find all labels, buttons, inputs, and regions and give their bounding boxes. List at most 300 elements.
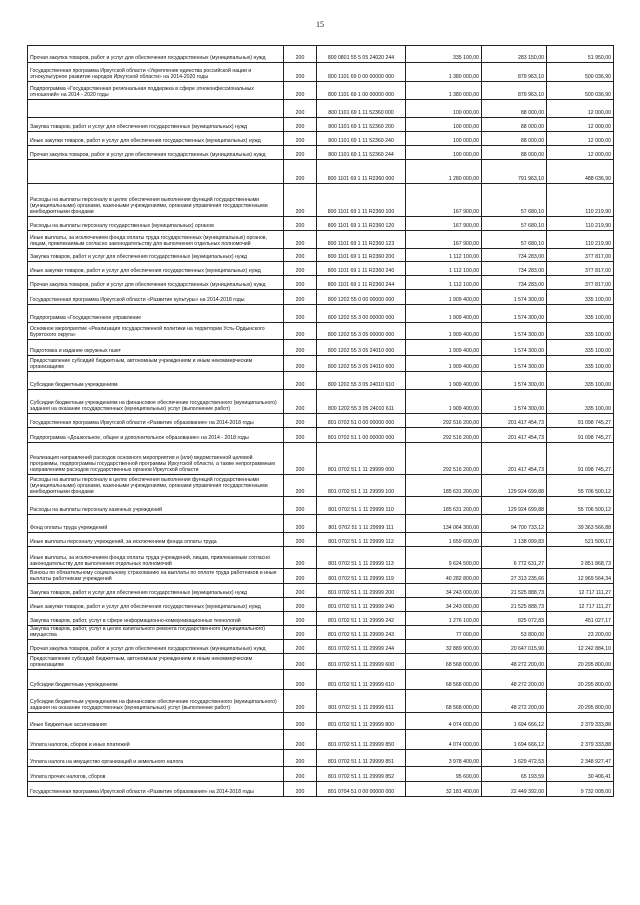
row-code: 200 (284, 46, 317, 63)
table-row (28, 118, 614, 132)
row-amount-3: 488 036,90 (547, 160, 614, 184)
row-amount-1: 1 112 100,00 (406, 262, 482, 276)
row-classifier: 801 0702 51 1 11 29999 200 (317, 584, 406, 598)
table-row (28, 654, 614, 670)
row-amount-3: 2 379 333,88 (547, 713, 614, 730)
table-row (28, 217, 614, 231)
row-code: 200 (284, 654, 317, 670)
row-name: Расходы на выплаты персоналу в целях обеспечения выполнения функций государственными (муниципальными) органами, казенными учреждениями, органами управления государственными внебюджетными фондами (28, 184, 284, 217)
row-amount-1: 3 978 400,00 (406, 750, 482, 767)
row-amount-2: 21 525 888,73 (482, 584, 547, 598)
row-amount-1: 1 112 100,00 (406, 276, 482, 290)
row-code: 200 (284, 160, 317, 184)
row-code: 200 (284, 340, 317, 356)
row-name: Закупка товаров, работ, услуг в целях капитального ремонта государственного (муниципального) имущества (28, 626, 284, 640)
row-code: 200 (284, 217, 317, 231)
row-amount-1: 1 909 400,00 (406, 356, 482, 372)
row-amount-3: 20 295 800,00 (547, 670, 614, 690)
row-amount-3: 12 000,00 (547, 118, 614, 132)
row-amount-2: 27 313 235,66 (482, 569, 547, 584)
row-amount-1: 32 181 400,00 (406, 782, 482, 797)
table-row (28, 356, 614, 372)
row-name (28, 160, 284, 184)
row-classifier: 801 0702 51 1 11 29999 110 (317, 497, 406, 515)
table-row (28, 640, 614, 654)
row-amount-3: 20 295 800,00 (547, 690, 614, 713)
row-code: 200 (284, 713, 317, 730)
row-classifier: 801 0702 51 1 11 29999 240 (317, 598, 406, 612)
row-amount-1: 32 889 900,00 (406, 640, 482, 654)
row-amount-1: 1 909 400,00 (406, 340, 482, 356)
row-classifier: 800 1101 69 1 11 52360 240 (317, 132, 406, 146)
table-row (28, 750, 614, 767)
row-amount-1: 9 624 500,00 (406, 547, 482, 569)
row-name: Закупка товаров, работ, услуг в сфере информационно-коммуникационных технологий (28, 612, 284, 626)
row-classifier: 801 0702 51 1 11 29999 611 (317, 690, 406, 713)
row-code: 200 (284, 414, 317, 428)
row-name: Иные закупки товаров, работ и услуг для обеспечения государственных (муниципальных) нужд (28, 132, 284, 146)
row-amount-2: 53 800,00 (482, 626, 547, 640)
row-code: 200 (284, 132, 317, 146)
row-amount-1: 1 909 400,00 (406, 390, 482, 414)
row-name: Предоставление субсидий бюджетным, автономным учреждениям и иным некоммерческим организациям (28, 356, 284, 372)
row-amount-1: 292 516 200,00 (406, 414, 482, 428)
row-amount-3: 110 219,90 (547, 184, 614, 217)
row-code: 200 (284, 569, 317, 584)
row-amount-2: 879 963,10 (482, 63, 547, 82)
row-amount-2: 88 000,00 (482, 118, 547, 132)
row-amount-1: 1 909 400,00 (406, 290, 482, 305)
row-code: 200 (284, 730, 317, 750)
row-amount-1: 100 000,00 (406, 132, 482, 146)
row-name: Расходы на выплаты персоналу казенных учреждений (28, 497, 284, 515)
row-amount-2: 6 772 631,27 (482, 547, 547, 569)
table-row (28, 63, 614, 82)
row-name: Подпрограмма «Государственная региональная поддержка в сфере этноконфессиональных отношений» на 2014 - 2020 годы (28, 82, 284, 100)
row-code: 200 (284, 184, 317, 217)
row-classifier: 800 1101 69 1 11 R2360 244 (317, 276, 406, 290)
row-name: Уплата налогов, сборов и иных платежей (28, 730, 284, 750)
row-classifier: 801 0702 51 1 11 29999 000 (317, 443, 406, 475)
row-classifier: 801 0702 51 1 11 29999 113 (317, 547, 406, 569)
table-row (28, 690, 614, 713)
row-code: 200 (284, 640, 317, 654)
row-amount-3: 39 363 566,88 (547, 515, 614, 533)
row-amount-3: 500 036,90 (547, 82, 614, 100)
row-name: Реализация направлений расходов основного мероприятия и (или) ведомственной целевой программы, подпрограммы государственной программы Иркутской области, а также непрограммным направлениям расходов государственных органов Иркутской области (28, 443, 284, 475)
row-name: Субсидии бюджетным учреждениям (28, 670, 284, 690)
row-code: 200 (284, 443, 317, 475)
row-amount-2: 734 283,00 (482, 262, 547, 276)
row-name: Расходы на выплаты персоналу государственных (муниципальных) органов (28, 217, 284, 231)
row-amount-2: 1 138 099,83 (482, 533, 547, 547)
row-amount-2: 1 694 666,12 (482, 713, 547, 730)
row-amount-1: 134 064 300,00 (406, 515, 482, 533)
row-amount-3: 377 817,00 (547, 249, 614, 262)
row-name (28, 100, 284, 118)
row-amount-1: 1 276 100,00 (406, 612, 482, 626)
table-row (28, 782, 614, 797)
table-row (28, 475, 614, 497)
row-classifier: 801 0702 51 1 11 29999 850 (317, 730, 406, 750)
table-row (28, 390, 614, 414)
row-classifier: 801 0702 51 1 11 29999 852 (317, 767, 406, 782)
row-amount-1: 68 568 000,00 (406, 670, 482, 690)
row-amount-2: 65 193,59 (482, 767, 547, 782)
row-name: Иные выплаты персоналу учреждений, за исключением фонда оплаты труда (28, 533, 284, 547)
row-name: Субсидии бюджетным учреждениям на финансовое обеспечение государственного (муниципального) задания на оказание государственных (муниципальных) услуг (выполнение работ) (28, 390, 284, 414)
row-classifier: 800 1101 69 1 11 R2360 240 (317, 262, 406, 276)
row-classifier: 800 0801 55 5 05 24020 244 (317, 46, 406, 63)
row-name: Субсидии бюджетным учреждениям (28, 372, 284, 390)
row-name: Прочая закупка товаров, работ и услуг для обеспечения государственных (муниципальных) нужд (28, 46, 284, 63)
row-classifier: 800 1101 69 1 11 R2360 000 (317, 160, 406, 184)
row-code: 200 (284, 782, 317, 797)
row-name: Иные выплаты, за исключением фонда оплаты труда государственных (муниципальных) органов, лицам, привлекаемым согласно законодательству для выполнения отдельных полномочий (28, 231, 284, 249)
row-code: 200 (284, 305, 317, 323)
row-amount-1: 4 074 000,00 (406, 713, 482, 730)
row-amount-1: 100 000,00 (406, 146, 482, 160)
table-row (28, 132, 614, 146)
row-classifier: 801 0702 51 1 11 29999 119 (317, 569, 406, 584)
row-amount-1: 1 909 400,00 (406, 323, 482, 340)
table-row (28, 584, 614, 598)
row-amount-2: 94 700 733,12 (482, 515, 547, 533)
row-amount-3: 91 098 745,27 (547, 443, 614, 475)
row-amount-3: 91 098 745,27 (547, 414, 614, 428)
row-classifier: 800 1101 69 1 11 52360 200 (317, 118, 406, 132)
row-amount-2: 57 680,10 (482, 231, 547, 249)
table-row (28, 262, 614, 276)
row-amount-3: 451 027,17 (547, 612, 614, 626)
row-amount-1: 1 280 000,00 (406, 160, 482, 184)
table-row (28, 569, 614, 584)
row-classifier: 800 1101 69 0 00 00000 000 (317, 63, 406, 82)
row-name: Иные закупки товаров, работ и услуг для обеспечения государственных (муниципальных) нужд (28, 262, 284, 276)
row-amount-1: 100 000,00 (406, 118, 482, 132)
page-number: 15 (316, 20, 324, 29)
row-code: 200 (284, 533, 317, 547)
row-classifier: 801 0702 51 1 11 29999 851 (317, 750, 406, 767)
row-amount-3: 55 706 500,12 (547, 475, 614, 497)
row-amount-3: 12 242 884,10 (547, 640, 614, 654)
row-amount-3: 335 100,00 (547, 323, 614, 340)
row-classifier: 800 1101 69 1 00 00000 000 (317, 82, 406, 100)
row-amount-2: 129 924 699,88 (482, 475, 547, 497)
row-classifier: 800 1202 55 3 05 24010 610 (317, 372, 406, 390)
row-amount-1: 167 900,00 (406, 184, 482, 217)
row-amount-2: 1 694 666,12 (482, 730, 547, 750)
row-code: 200 (284, 146, 317, 160)
row-classifier: 801 0702 51 1 11 29999 800 (317, 713, 406, 730)
row-code: 200 (284, 82, 317, 100)
row-name: Подпрограмма «Государственное управление (28, 305, 284, 323)
row-amount-2: 1 574 300,00 (482, 290, 547, 305)
row-amount-2: 129 924 699,88 (482, 497, 547, 515)
row-amount-1: 292 516 200,00 (406, 443, 482, 475)
row-amount-2: 48 272 200,00 (482, 670, 547, 690)
table-row (28, 670, 614, 690)
table-row (28, 100, 614, 118)
table-row (28, 730, 614, 750)
row-code: 200 (284, 584, 317, 598)
row-amount-2: 22 449 392,00 (482, 782, 547, 797)
table-row (28, 82, 614, 100)
row-code: 200 (284, 598, 317, 612)
row-code: 200 (284, 428, 317, 443)
row-amount-3: 12 000,00 (547, 132, 614, 146)
row-code: 200 (284, 612, 317, 626)
row-amount-2: 283 150,00 (482, 46, 547, 63)
row-amount-3: 2 348 927,47 (547, 750, 614, 767)
row-amount-3: 20 295 800,00 (547, 654, 614, 670)
row-amount-2: 734 283,00 (482, 276, 547, 290)
row-code: 200 (284, 475, 317, 497)
row-classifier: 801 0702 51 1 11 29999 600 (317, 654, 406, 670)
table-row (28, 184, 614, 217)
row-amount-3: 12 969 564,34 (547, 569, 614, 584)
row-code: 200 (284, 356, 317, 372)
row-amount-2: 88 000,00 (482, 100, 547, 118)
row-amount-3: 51 950,00 (547, 46, 614, 63)
row-amount-1: 335 100,00 (406, 46, 482, 63)
table-row (28, 146, 614, 160)
row-code: 200 (284, 390, 317, 414)
row-amount-2: 1 574 300,00 (482, 305, 547, 323)
row-amount-2: 57 680,10 (482, 184, 547, 217)
row-name: Государственная программа Иркутской области «Развитие образования» на 2014-2018 годы (28, 414, 284, 428)
row-amount-1: 167 900,00 (406, 231, 482, 249)
row-amount-3: 12 000,00 (547, 146, 614, 160)
row-name: Уплата налога на имущество организаций и земельного налога (28, 750, 284, 767)
row-classifier: 801 0702 51 1 11 29999 244 (317, 640, 406, 654)
row-amount-3: 335 100,00 (547, 340, 614, 356)
row-name: Прочая закупка товаров, работ и услуг для обеспечения государственных (муниципальных) нужд (28, 146, 284, 160)
row-amount-2: 1 629 472,53 (482, 750, 547, 767)
row-name: Государственная программа Иркутской области «Развитие культуры» на 2014-2018 годы (28, 290, 284, 305)
row-amount-1: 4 074 000,00 (406, 730, 482, 750)
table-row (28, 515, 614, 533)
table-row (28, 547, 614, 569)
row-name: Основное мероприятие «Реализация государственной политики на территории Усть-Ордынского Бурятского округа» (28, 323, 284, 340)
row-code: 200 (284, 118, 317, 132)
row-amount-3: 335 100,00 (547, 356, 614, 372)
row-amount-3: 521 500,17 (547, 533, 614, 547)
row-name: Подпрограмма «Дошкольное, общее и дополнительное образование» на 2014 - 2018 годы (28, 428, 284, 443)
row-amount-2: 825 072,83 (482, 612, 547, 626)
row-amount-1: 68 568 000,00 (406, 690, 482, 713)
row-amount-3: 500 036,90 (547, 63, 614, 82)
row-name: Закупка товаров, работ и услуг для обеспечения государственных (муниципальных) нужд (28, 249, 284, 262)
row-amount-1: 1 380 000,00 (406, 82, 482, 100)
row-code: 200 (284, 372, 317, 390)
row-amount-3: 335 100,00 (547, 305, 614, 323)
row-code: 200 (284, 670, 317, 690)
row-amount-1: 185 631 200,00 (406, 475, 482, 497)
table-row (28, 323, 614, 340)
table-row (28, 290, 614, 305)
row-amount-2: 48 272 200,00 (482, 690, 547, 713)
row-name: Взносы по обязательному социальному страхованию на выплаты по оплате труда работников и иные выплаты работникам учреждений (28, 569, 284, 584)
row-classifier: 801 0702 51 1 11 29999 112 (317, 533, 406, 547)
table-row (28, 443, 614, 475)
table-row (28, 497, 614, 515)
row-amount-2: 20 647 015,90 (482, 640, 547, 654)
row-amount-2: 1 574 300,00 (482, 390, 547, 414)
row-amount-2: 1 574 300,00 (482, 356, 547, 372)
row-amount-1: 1 380 000,00 (406, 63, 482, 82)
row-classifier: 800 1202 55 3 05 24010 600 (317, 356, 406, 372)
row-code: 200 (284, 690, 317, 713)
row-classifier: 801 0702 51 1 11 29999 610 (317, 670, 406, 690)
row-code: 200 (284, 767, 317, 782)
row-classifier: 801 0702 51 1 11 29999 242 (317, 612, 406, 626)
table-row (28, 428, 614, 443)
row-classifier: 800 1101 69 1 11 R2360 120 (317, 217, 406, 231)
row-amount-2: 879 963,10 (482, 82, 547, 100)
row-code: 200 (284, 547, 317, 569)
row-amount-2: 1 574 300,00 (482, 372, 547, 390)
row-amount-3: 110 219,90 (547, 217, 614, 231)
row-amount-3: 91 098 745,27 (547, 428, 614, 443)
row-name: Расходы на выплаты персоналу в целях обеспечения выполнения функций государственными (муниципальными) органами, казенными учреждениями, органами управления государственными внебюджетными фондами (28, 475, 284, 497)
row-amount-2: 48 272 200,00 (482, 654, 547, 670)
row-amount-2: 57 680,10 (482, 217, 547, 231)
row-classifier: 800 1202 55 3 05 24010 611 (317, 390, 406, 414)
row-amount-3: 2 851 868,73 (547, 547, 614, 569)
row-amount-3: 110 219,90 (547, 231, 614, 249)
row-classifier: 800 1101 69 1 11 R2360 123 (317, 231, 406, 249)
row-amount-1: 100 000,00 (406, 100, 482, 118)
row-amount-1: 40 282 800,00 (406, 569, 482, 584)
table-row (28, 231, 614, 249)
row-amount-2: 88 000,00 (482, 146, 547, 160)
row-amount-2: 791 963,10 (482, 160, 547, 184)
row-code: 200 (284, 290, 317, 305)
row-code: 200 (284, 63, 317, 82)
row-amount-3: 12 717 111,27 (547, 584, 614, 598)
row-amount-1: 34 243 000,00 (406, 584, 482, 598)
table-row (28, 340, 614, 356)
row-amount-1: 1 909 400,00 (406, 372, 482, 390)
row-code: 200 (284, 750, 317, 767)
row-amount-3: 335 100,00 (547, 290, 614, 305)
row-amount-3: 377 817,00 (547, 276, 614, 290)
row-amount-2: 88 000,00 (482, 132, 547, 146)
row-name: Закупка товаров, работ и услуг для обеспечения государственных (муниципальных) нужд (28, 584, 284, 598)
row-code: 200 (284, 100, 317, 118)
row-amount-1: 77 000,00 (406, 626, 482, 640)
row-name: Иные выплаты, за исключением фонда оплаты труда учреждений, лицам, привлекаемым согласно законодательству для выполнения отдельных полномочий (28, 547, 284, 569)
row-code: 200 (284, 276, 317, 290)
row-classifier: 800 1202 55 0 00 00000 000 (317, 290, 406, 305)
row-name: Государственная программа Иркутской области «Развитие образования» на 2014-2018 годы (28, 782, 284, 797)
table-row (28, 305, 614, 323)
row-amount-1: 34 243 000,00 (406, 598, 482, 612)
table-row (28, 249, 614, 262)
row-amount-2: 1 574 300,00 (482, 323, 547, 340)
row-name: Прочая закупка товаров, работ и услуг для обеспечения государственных (муниципальных) нужд (28, 640, 284, 654)
row-amount-3: 335 100,00 (547, 372, 614, 390)
row-amount-3: 12 717 111,27 (547, 598, 614, 612)
row-amount-3: 23 200,00 (547, 626, 614, 640)
row-amount-1: 1 112 100,00 (406, 249, 482, 262)
row-classifier: 800 1202 55 3 00 00000 000 (317, 305, 406, 323)
table-row (28, 160, 614, 184)
row-code: 200 (284, 231, 317, 249)
budget-table (27, 45, 614, 797)
row-classifier: 801 0702 51 1 00 00000 000 (317, 428, 406, 443)
row-classifier: 801 0704 51 0 00 00000 000 (317, 782, 406, 797)
row-name: Уплата прочих налогов, сборов (28, 767, 284, 782)
row-amount-3: 377 817,00 (547, 262, 614, 276)
row-name: Предоставление субсидий бюджетным, автономным учреждениям и иным некоммерческим организациям (28, 654, 284, 670)
row-name: Субсидии бюджетным учреждениям на финансовое обеспечение государственного (муниципального) задания на оказание государственных (муниципальных) услуг (выполнение работ) (28, 690, 284, 713)
row-amount-2: 201 417 454,73 (482, 428, 547, 443)
row-name: Закупка товаров, работ и услуг для обеспечения государственных (муниципальных) нужд (28, 118, 284, 132)
row-code: 200 (284, 249, 317, 262)
row-name: Прочая закупка товаров, работ и услуг для обеспечения государственных (муниципальных) нужд (28, 276, 284, 290)
row-amount-1: 1 909 400,00 (406, 305, 482, 323)
row-classifier: 800 1101 69 1 11 R2360 100 (317, 184, 406, 217)
table-row (28, 414, 614, 428)
table-row (28, 46, 614, 63)
table-row (28, 626, 614, 640)
row-amount-2: 21 525 888,73 (482, 598, 547, 612)
row-name: Подготовка и издание окружных газет (28, 340, 284, 356)
row-amount-3: 12 000,00 (547, 100, 614, 118)
row-name: Государственная программа Иркутской области «Укрепление единства российской нации и этнокультурное развитие народов Иркутской области» на 2014-2020 годы (28, 63, 284, 82)
row-code: 200 (284, 497, 317, 515)
row-classifier: 800 1202 55 3 05 00000 000 (317, 323, 406, 340)
row-classifier: 801 0702 51 0 00 00000 000 (317, 414, 406, 428)
table-row (28, 598, 614, 612)
row-amount-1: 185 631 200,00 (406, 497, 482, 515)
row-classifier: 801 0702 51 1 11 29999 111 (317, 515, 406, 533)
table-row (28, 767, 614, 782)
row-amount-2: 201 417 454,73 (482, 414, 547, 428)
row-name: Фонд оплаты труда учреждений (28, 515, 284, 533)
row-classifier: 800 1101 69 1 11 R2360 200 (317, 249, 406, 262)
table-row (28, 713, 614, 730)
row-amount-1: 95 600,00 (406, 767, 482, 782)
row-classifier: 800 1101 69 1 11 52360 000 (317, 100, 406, 118)
row-classifier: 801 0702 51 1 11 29999 100 (317, 475, 406, 497)
row-amount-3: 2 379 333,88 (547, 730, 614, 750)
row-amount-1: 292 516 200,00 (406, 428, 482, 443)
row-classifier: 800 1101 69 1 11 52360 244 (317, 146, 406, 160)
row-code: 200 (284, 515, 317, 533)
row-code: 200 (284, 323, 317, 340)
row-amount-3: 335 100,00 (547, 390, 614, 414)
row-amount-1: 68 568 000,00 (406, 654, 482, 670)
row-name: Иные бюджетные ассигнования (28, 713, 284, 730)
table-row (28, 612, 614, 626)
table-row (28, 372, 614, 390)
table-row (28, 276, 614, 290)
row-classifier: 800 1202 55 3 05 24010 000 (317, 340, 406, 356)
row-amount-2: 201 417 454,73 (482, 443, 547, 475)
row-amount-2: 734 283,00 (482, 249, 547, 262)
row-amount-3: 55 706 500,12 (547, 497, 614, 515)
row-amount-3: 9 732 008,00 (547, 782, 614, 797)
row-amount-1: 167 900,00 (406, 217, 482, 231)
row-code: 200 (284, 626, 317, 640)
row-name: Иные закупки товаров, работ и услуг для обеспечения государственных (муниципальных) нужд (28, 598, 284, 612)
row-amount-2: 1 574 300,00 (482, 340, 547, 356)
row-code: 200 (284, 262, 317, 276)
table-row (28, 533, 614, 547)
